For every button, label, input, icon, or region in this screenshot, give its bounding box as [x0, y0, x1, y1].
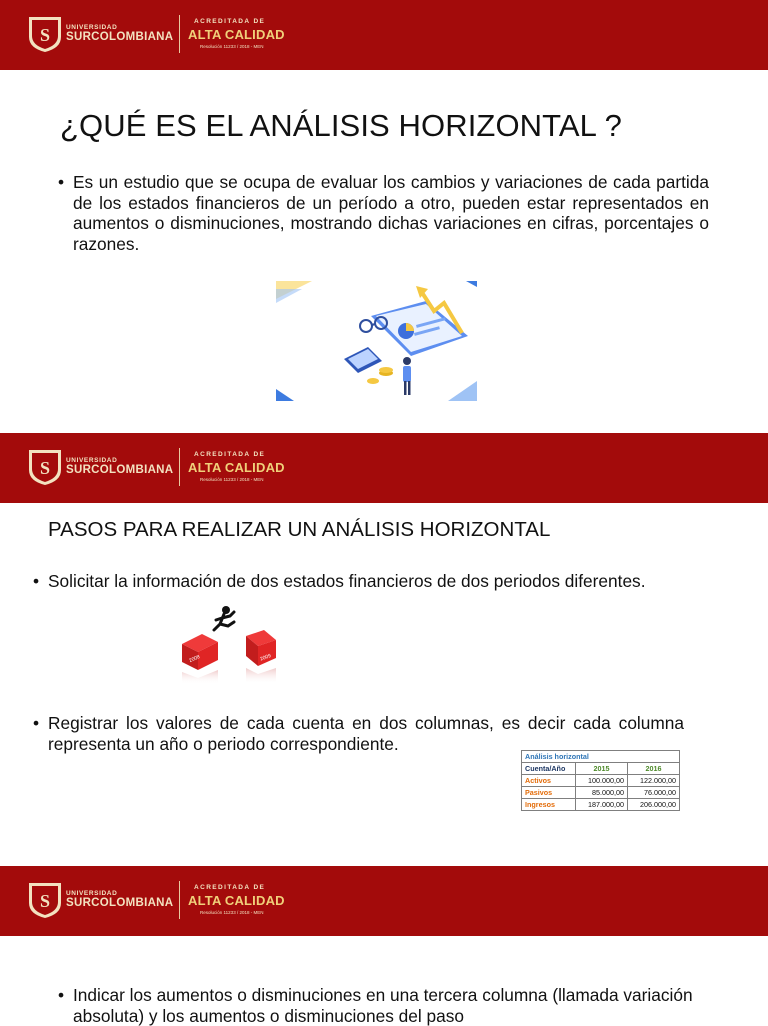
- financial-analysis-illustration: [276, 281, 477, 401]
- header-band: [0, 866, 768, 936]
- slide1-bullet: [58, 172, 709, 254]
- cube-left-label: 2008: [188, 654, 201, 665]
- slide2-bullet-1-text: Solicitar la información de dos estados financieros de dos periodos diferentes.: [48, 571, 646, 591]
- svg-text:S: S: [39, 458, 51, 478]
- bullet-dot: •: [58, 985, 65, 1005]
- table-year-2015: 2015: [576, 763, 628, 775]
- resolution-label: Resolución 11233 / 2018 - MEN: [200, 910, 264, 915]
- table-title-row: [522, 751, 680, 763]
- row-value-2015: 85.000,00: [576, 787, 628, 799]
- slide2-bullet-2: [33, 713, 684, 754]
- accredited-big-label: ALTA CALIDAD: [188, 893, 285, 908]
- resolution-label: Resolución 11233 / 2018 - MEN: [200, 44, 264, 49]
- university-shield-icon: [27, 15, 63, 53]
- row-value-2016: 122.000,00: [628, 775, 680, 787]
- slide2-bullet-1: [33, 571, 684, 592]
- row-value-2016: 206.000,00: [628, 799, 680, 811]
- row-value-2015: 187.000,00: [576, 799, 628, 811]
- resolution-label: Resolución 11233 / 2018 - MEN: [200, 477, 264, 482]
- table-header-row: [522, 763, 680, 775]
- table-title: Análisis horizontal: [522, 751, 680, 763]
- slide3-bullet-text: Indicar los aumentos o disminuciones en una tercera columna (llamada variación absoluta) y los aumentos o disminuciones del paso: [73, 985, 693, 1026]
- svg-text:S: S: [39, 891, 51, 911]
- svg-text:S: S: [39, 25, 51, 45]
- university-name: SURCOLOMBIANA: [66, 464, 174, 476]
- accredited-small-label: ACREDITADA DE: [194, 884, 266, 891]
- slide3-bullet: [58, 985, 709, 1026]
- slide2-bullet-2-text: Registrar los valores de cada cuenta en dos columnas, es decir cada columna representa un año o periodo correspondiente.: [48, 713, 684, 754]
- header-band: [0, 433, 768, 503]
- years-cubes-illustration: [172, 604, 288, 686]
- cube-right-label: 2009: [259, 652, 272, 663]
- row-value-2015: 100.000,00: [576, 775, 628, 787]
- table-row: [522, 787, 680, 799]
- table-header-cell: Cuenta/Año: [522, 763, 576, 775]
- table-year-2016: 2016: [628, 763, 680, 775]
- bullet-dot: •: [33, 571, 40, 591]
- row-label: Pasivos: [522, 787, 576, 799]
- header-divider: [179, 15, 180, 53]
- bullet-dot: •: [33, 713, 40, 733]
- accredited-big-label: ALTA CALIDAD: [188, 460, 285, 475]
- bullet-dot: •: [58, 172, 65, 192]
- university-name: SURCOLOMBIANA: [66, 31, 174, 43]
- row-label: Activos: [522, 775, 576, 787]
- slide1-title: ¿QUÉ ES EL ANÁLISIS HORIZONTAL ?: [60, 108, 622, 143]
- header-divider: [179, 448, 180, 486]
- slide2-title: PASOS PARA REALIZAR UN ANÁLISIS HORIZONTAL: [48, 518, 551, 541]
- horizontal-analysis-table: [521, 750, 680, 811]
- slide-1: [0, 0, 768, 432]
- row-value-2016: 76.000,00: [628, 787, 680, 799]
- header-divider: [179, 881, 180, 919]
- row-label: Ingresos: [522, 799, 576, 811]
- university-name: SURCOLOMBIANA: [66, 897, 174, 909]
- university-small-label: UNIVERSIDAD: [66, 457, 118, 464]
- table-row: [522, 799, 680, 811]
- accredited-big-label: ALTA CALIDAD: [188, 27, 285, 42]
- accredited-small-label: ACREDITADA DE: [194, 451, 266, 458]
- table-row: [522, 775, 680, 787]
- university-shield-icon: [27, 448, 63, 486]
- accredited-small-label: ACREDITADA DE: [194, 18, 266, 25]
- header-band: [0, 0, 768, 70]
- university-small-label: UNIVERSIDAD: [66, 890, 118, 897]
- university-small-label: UNIVERSIDAD: [66, 24, 118, 31]
- university-shield-icon: [27, 881, 63, 919]
- slide1-bullet-text: Es un estudio que se ocupa de evaluar los cambios y variaciones de cada partida de los estados financieros de un período a otro, pueden estar representados en aumentos o disminuciones, mostrando dichas variaciones en cifras, porcentajes o razones.: [73, 172, 709, 254]
